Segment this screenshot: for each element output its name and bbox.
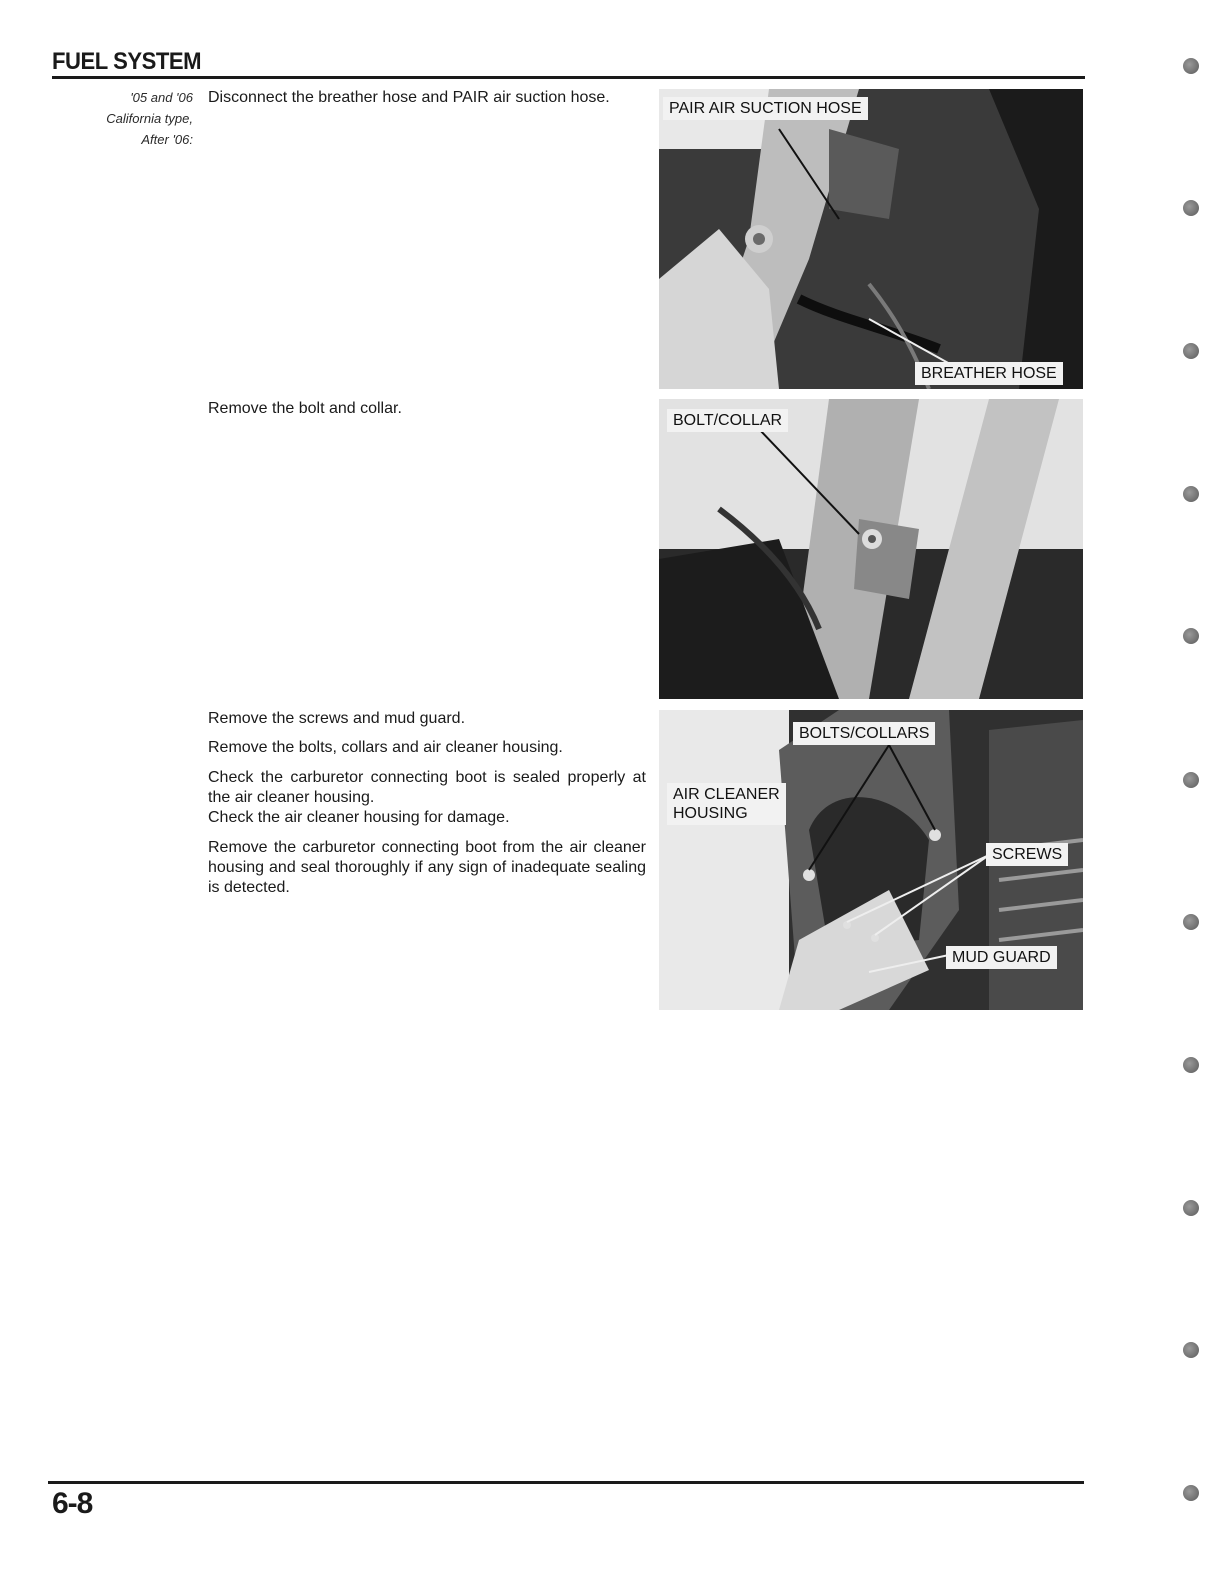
step-check-housing-damage: Check the air cleaner housing for damage. <box>208 809 510 826</box>
step-check-boot-sealed: Check the carburetor connecting boot is sealed properly at the air cleaner housing. <box>208 769 646 806</box>
photo-air-cleaner-housing <box>659 710 1083 1010</box>
photo-illustration <box>659 89 1083 389</box>
binder-hole <box>1183 58 1199 74</box>
callout-pair-air-suction-hose: PAIR AIR SUCTION HOSE <box>663 97 868 120</box>
binder-hole <box>1183 1485 1199 1501</box>
callout-air-cleaner-housing <box>667 783 786 825</box>
callout-bolts-collars: BOLTS/COLLARS <box>793 722 935 745</box>
binder-hole <box>1183 343 1199 359</box>
callout-mud-guard: MUD GUARD <box>946 946 1057 969</box>
binder-hole <box>1183 486 1199 502</box>
model-applicability-note <box>60 87 193 150</box>
note-line-3: After '06: <box>141 132 193 147</box>
photo-breather-pair-hose <box>659 89 1083 389</box>
footer-rule <box>48 1481 1084 1484</box>
step-remove-air-cleaner-housing: Remove the bolts, collars and air cleaner housing. <box>208 739 563 756</box>
binder-hole <box>1183 772 1199 788</box>
header-rule <box>52 76 1085 79</box>
note-line-1: '05 and '06 <box>130 90 193 105</box>
binder-hole <box>1183 1200 1199 1216</box>
binder-hole <box>1183 628 1199 644</box>
callout-breather-hose: BREATHER HOSE <box>915 362 1063 385</box>
photo-illustration <box>659 399 1083 699</box>
section-title: FUEL SYSTEM <box>52 48 202 75</box>
page-number: 6-8 <box>52 1487 93 1520</box>
callout-screws: SCREWS <box>986 843 1068 866</box>
note-line-2: California type, <box>106 111 193 126</box>
step-disconnect-hoses: Disconnect the breather hose and PAIR air suction hose. <box>208 89 610 106</box>
step-remove-bolt-collar: Remove the bolt and collar. <box>208 400 402 417</box>
binder-hole <box>1183 1342 1199 1358</box>
step-remove-screws-mud-guard: Remove the screws and mud guard. <box>208 710 466 727</box>
step-reseal-boot: Remove the carburetor connecting boot from the air cleaner housing and seal thoroughly if any sign of inadequate sealing is detected. <box>208 839 646 896</box>
binder-hole <box>1183 200 1199 216</box>
callout-bolt-collar: BOLT/COLLAR <box>667 409 788 432</box>
binder-hole <box>1183 914 1199 930</box>
binder-hole <box>1183 1057 1199 1073</box>
callout-air-cleaner-line-2: HOUSING <box>673 805 748 822</box>
callout-air-cleaner-line-1: AIR CLEANER <box>673 786 780 803</box>
photo-bolt-collar <box>659 399 1083 699</box>
